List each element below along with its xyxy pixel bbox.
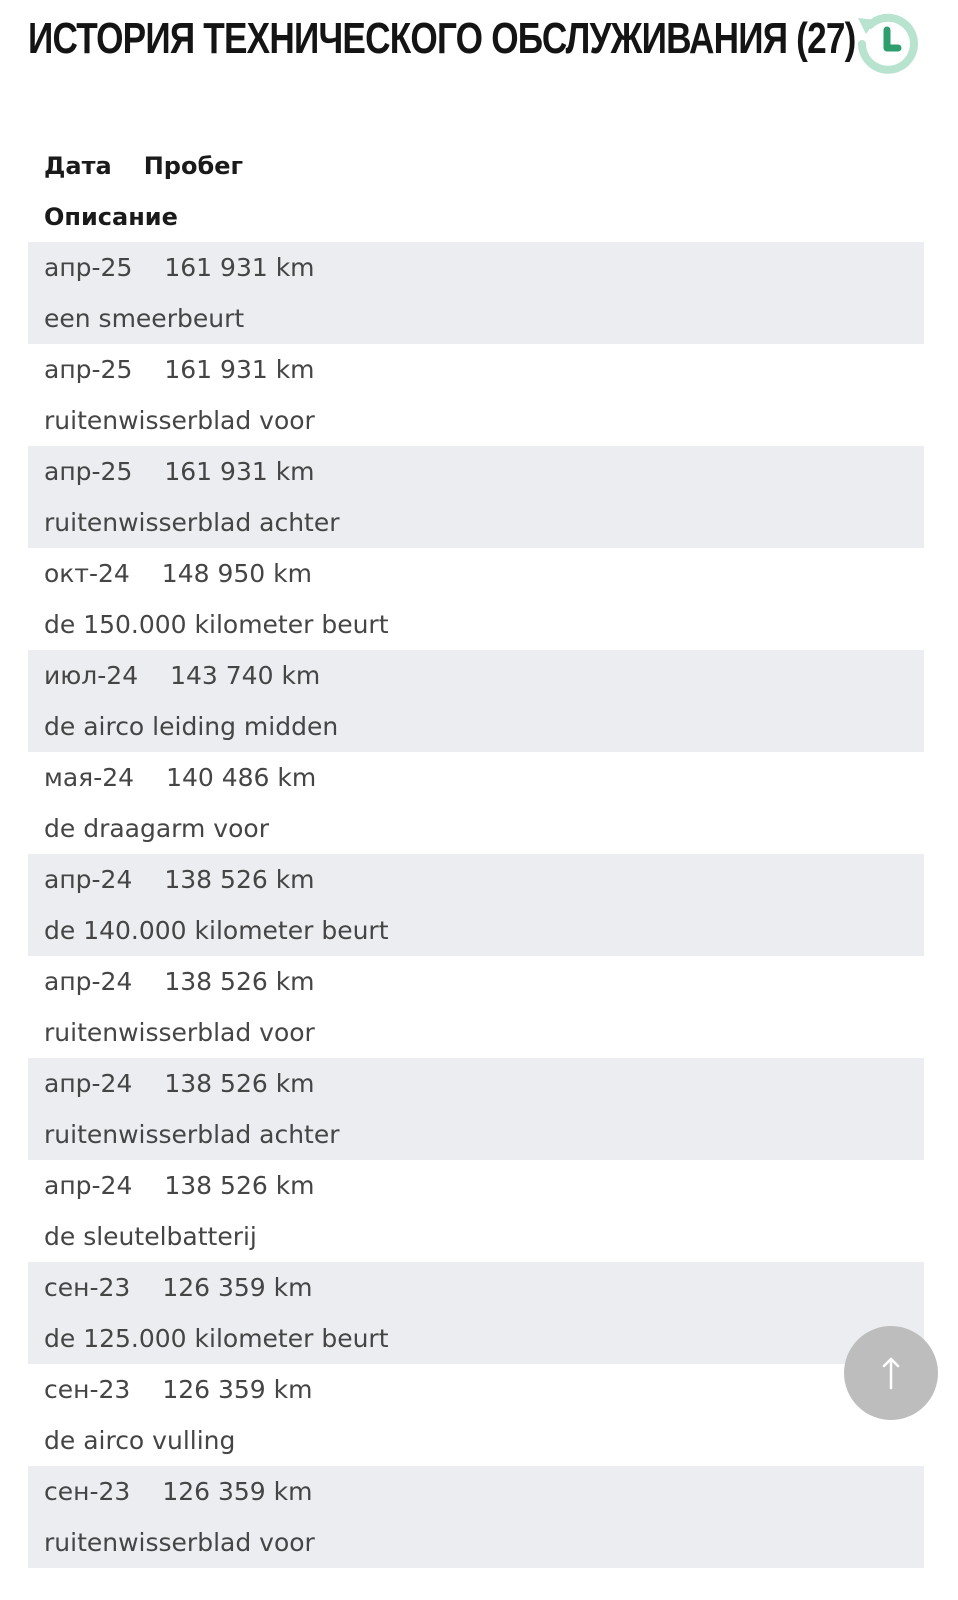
row-date-mileage-line bbox=[44, 548, 924, 599]
row-date: окт-24 bbox=[44, 559, 130, 588]
row-mileage: 161 931 km bbox=[164, 457, 315, 486]
row-description: de 150.000 kilometer beurt bbox=[44, 610, 389, 639]
maintenance-history-table bbox=[28, 140, 924, 1568]
row-date-mileage-line bbox=[44, 1058, 924, 1109]
row-date: апр-24 bbox=[44, 1171, 133, 1200]
table-row bbox=[28, 1466, 924, 1568]
row-date: апр-24 bbox=[44, 967, 133, 996]
row-mileage: 138 526 km bbox=[164, 1171, 315, 1200]
row-date: сен-23 bbox=[44, 1273, 131, 1302]
row-date-mileage-line bbox=[44, 854, 924, 905]
row-date-mileage-line bbox=[44, 1160, 924, 1211]
table-row bbox=[28, 344, 924, 446]
table-row bbox=[28, 548, 924, 650]
row-mileage: 126 359 km bbox=[162, 1273, 313, 1302]
table-header-row bbox=[28, 140, 924, 191]
row-date-mileage-line bbox=[44, 650, 924, 701]
row-date-mileage-line bbox=[44, 446, 924, 497]
row-mileage: 138 526 km bbox=[164, 1069, 315, 1098]
row-date-mileage-line bbox=[44, 1466, 924, 1517]
row-date: апр-25 bbox=[44, 457, 133, 486]
row-date-mileage-line bbox=[44, 242, 924, 293]
table-body bbox=[28, 242, 924, 1568]
row-description: ruitenwisserblad achter bbox=[44, 1120, 340, 1149]
row-date-mileage-line bbox=[44, 344, 924, 395]
row-mileage: 126 359 km bbox=[162, 1477, 313, 1506]
row-description: ruitenwisserblad voor bbox=[44, 406, 315, 435]
table-row bbox=[28, 1058, 924, 1160]
page-title: ИСТОРИЯ ТЕХНИЧЕСКОГО ОБСЛУЖИВАНИЯ (27) bbox=[28, 14, 856, 63]
table-row bbox=[28, 1364, 924, 1466]
scroll-to-top-button[interactable] bbox=[844, 1326, 938, 1420]
table-row bbox=[28, 956, 924, 1058]
row-date: сен-23 bbox=[44, 1477, 131, 1506]
row-description: ruitenwisserblad achter bbox=[44, 508, 340, 537]
row-mileage: 140 486 km bbox=[166, 763, 317, 792]
row-mileage: 126 359 km bbox=[162, 1375, 313, 1404]
row-date-mileage-line bbox=[44, 1364, 924, 1415]
row-date: апр-24 bbox=[44, 865, 133, 894]
row-mileage: 143 740 km bbox=[170, 661, 321, 690]
row-date: сен-23 bbox=[44, 1375, 131, 1404]
table-row bbox=[28, 752, 924, 854]
table-row bbox=[28, 650, 924, 752]
row-description: ruitenwisserblad voor bbox=[44, 1528, 315, 1557]
row-description: de 140.000 kilometer beurt bbox=[44, 916, 389, 945]
row-description: de sleutelbatterij bbox=[44, 1222, 257, 1251]
row-mileage: 148 950 km bbox=[161, 559, 312, 588]
table-row bbox=[28, 854, 924, 956]
table-row bbox=[28, 1262, 924, 1364]
row-mileage: 161 931 km bbox=[164, 253, 315, 282]
column-header-mileage: Пробег bbox=[143, 151, 244, 180]
table-row bbox=[28, 446, 924, 548]
row-date: мая-24 bbox=[44, 763, 135, 792]
row-description: ruitenwisserblad voor bbox=[44, 1018, 315, 1047]
row-date: апр-25 bbox=[44, 253, 133, 282]
row-date: июл-24 bbox=[44, 661, 139, 690]
row-description: de airco leiding midden bbox=[44, 712, 339, 741]
table-row bbox=[28, 1160, 924, 1262]
row-mileage: 138 526 km bbox=[164, 865, 315, 894]
row-date: апр-24 bbox=[44, 1069, 133, 1098]
row-description: de draagarm voor bbox=[44, 814, 269, 843]
row-date-mileage-line bbox=[44, 1262, 924, 1313]
row-date-mileage-line bbox=[44, 752, 924, 803]
row-date: апр-25 bbox=[44, 355, 133, 384]
row-mileage: 138 526 km bbox=[164, 967, 315, 996]
arrow-up-icon bbox=[876, 1355, 906, 1391]
row-description: de airco vulling bbox=[44, 1426, 236, 1455]
row-date-mileage-line bbox=[44, 956, 924, 1007]
history-clock-icon[interactable] bbox=[854, 10, 922, 78]
column-header-date: Дата bbox=[44, 151, 112, 180]
row-description: de 125.000 kilometer beurt bbox=[44, 1324, 389, 1353]
page-header bbox=[28, 0, 938, 96]
column-header-description: Описание bbox=[44, 202, 178, 231]
row-mileage: 161 931 km bbox=[164, 355, 315, 384]
table-header-row-description bbox=[28, 191, 924, 242]
row-description: een smeerbeurt bbox=[44, 304, 245, 333]
table-row bbox=[28, 242, 924, 344]
